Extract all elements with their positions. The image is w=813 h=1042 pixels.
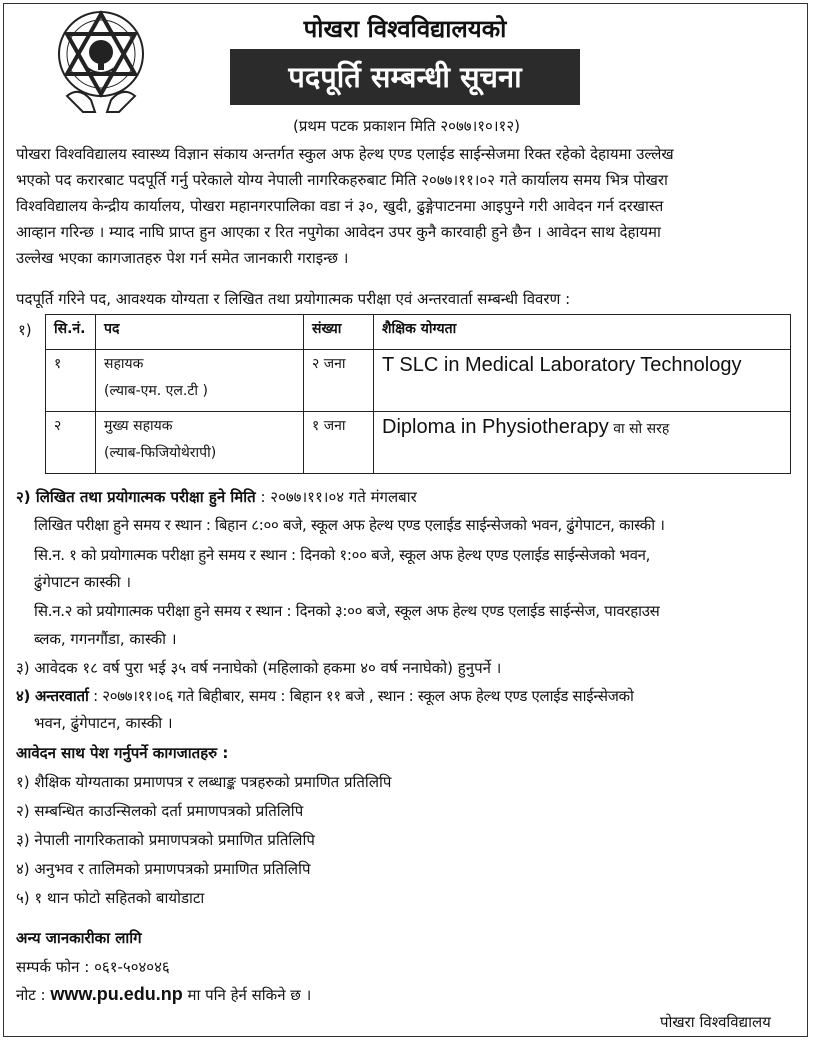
- table-row: [46, 412, 791, 474]
- document-item: ४) अनुभव र तालिमको प्रमाणपत्रको प्रमाणित प्रतिलिपि: [16, 860, 311, 878]
- cell-count: १ जना: [304, 412, 374, 474]
- cell-count: २ जना: [304, 350, 374, 412]
- website-link[interactable]: www.pu.edu.np: [50, 984, 183, 1004]
- post-sub: (ल्याब-फिजियोथेरापी): [104, 445, 217, 461]
- interview-line2: भवन, ढुंगेपाटन, कास्की ।: [34, 714, 173, 732]
- paragraph-line: विश्वविद्यालय केन्द्रीय कार्यालय, पोखरा महानगरपालिका वडा नं ३०, खुदी, ढुङ्गेपाटनमा आइपुग्ने गरी आवेदन गर्न दरखास्त: [16, 197, 664, 215]
- cell-post: [96, 412, 304, 474]
- documents-heading: आवेदन साथ पेश गर्नुपर्ने कागजातहरु :: [16, 744, 229, 762]
- note-suffix: मा पनि हेर्न सकिने छ ।: [182, 986, 312, 1004]
- practical-exam-1-line2: ढुंगेपाटन कास्की ।: [34, 573, 132, 591]
- exam-heading: [16, 487, 417, 507]
- interview-line1: [16, 686, 634, 706]
- table-header-row: [46, 315, 791, 350]
- written-exam-info: लिखित परीक्षा हुने समय र स्थान : बिहान ८:०० बजे, स्कूल अफ हेल्थ एण्ड एलाईड साईन्सेजको भवन, ढुंगेपाटन, कास्की ।: [34, 516, 665, 534]
- table-row: [46, 350, 791, 412]
- exam-heading-label: २) लिखित तथा प्रयोगात्मक परीक्षा हुने मिति: [16, 488, 256, 506]
- practical-exam-2-line1: सि.न.२ को प्रयोगात्मक परीक्षा हुने समय र स्थान : दिनको ३:०० बजे, स्कूल अफ हेल्थ एण्ड एलाईड साईन्सेज, पावरहाउस: [34, 602, 660, 620]
- post-name: मुख्य सहायक: [104, 418, 173, 434]
- cell-qualification: [374, 350, 791, 412]
- paragraph-line: भएको पद करारबाट पदपूर्ति गर्नु परेकाले योग्य नेपाली नागरिकहरुबाट मिति २०७७।११।०२ गते कार्यालय समय भित्र पोखरा: [16, 171, 668, 189]
- university-emblem-icon: [55, 8, 147, 116]
- document-item: १) शैक्षिक योग्यताका प्रमाणपत्र र लब्धाङ्क पत्रहरुको प्रमाणित प्रतिलिपि: [16, 773, 392, 791]
- post-sub: (ल्याब-एम. एल.टी ): [104, 383, 208, 399]
- cell-sn: १: [46, 350, 96, 412]
- paragraph-line: आव्हान गरिन्छ । म्याद नाघि प्राप्त हुन आएका र रित नपुगेका आवेदन उपर कुनै कारवाही हुने छैन । आवेदन साथ देहायमा: [16, 223, 661, 241]
- post-name: सहायक: [104, 356, 144, 372]
- document-item: ५) १ थान फोटो सहितको बायोडाटा: [16, 889, 205, 907]
- cell-post: [96, 350, 304, 412]
- exam-heading-date: : २०७७।११।०४ गते मंगलबार: [255, 488, 417, 506]
- footer-signature: पोखरा विश्वविद्यालय: [660, 1013, 771, 1031]
- intro-line: पदपूर्ति गरिने पद, आवश्यक योग्यता र लिखित तथा प्रयोगात्मक परीक्षा एवं अन्तरवार्ता सम्बन्धी विवरण :: [16, 290, 571, 308]
- cell-qualification: [374, 412, 791, 474]
- contact-phone: सम्पर्क फोन : ०६१-५०४०४६: [16, 958, 170, 976]
- qualification-text: T SLC in Medical Laboratory Technology: [382, 354, 742, 376]
- contact-note: [16, 984, 311, 1005]
- qualification-suffix: वा सो सरह: [608, 421, 670, 437]
- practical-exam-1-line1: सि.न. १ को प्रयोगात्मक परीक्षा हुने समय र स्थान : दिनको १:०० बजे, स्कूल अफ हेल्थ एण्ड एलाईड साईन्सेजको भवन,: [34, 546, 651, 564]
- note-prefix: नोट :: [16, 986, 51, 1004]
- university-name: पोखरा विश्वविद्यालयको: [303, 14, 507, 43]
- header-post: पद: [96, 315, 304, 350]
- header-sn: सि.नं.: [46, 315, 96, 350]
- posts-table: [45, 314, 791, 474]
- table-item-number: १): [18, 321, 32, 339]
- qualification-text: Diploma in Physiotherapy: [382, 416, 609, 438]
- contact-heading: अन्य जानकारीका लागि: [16, 929, 142, 947]
- practical-exam-2-line2: ब्लक, गगनगौंडा, कास्की ।: [34, 630, 177, 648]
- interview-details: : २०७७।११।०६ गते बिहीबार, समय : बिहान ११ बजे , स्थान : स्कूल अफ हेल्थ एण्ड एलाईड साईन्सेजको: [88, 687, 634, 705]
- paragraph-line: उल्लेख भएका कागजातहरु पेश गर्न समेत जानकारी गराइन्छ ।: [16, 249, 349, 267]
- paragraph-line: पोखरा विश्वविद्यालय स्वास्थ्य विज्ञान संकाय अन्तर्गत स्कुल अफ हेल्थ एण्ड एलाईड साईन्सेजमा रिक्त रहेको देहायमा उल्लेख: [16, 145, 674, 163]
- notice-title-banner: पदपूर्ति सम्बन्धी सूचना: [230, 49, 580, 105]
- cell-sn: २: [46, 412, 96, 474]
- interview-label: ४) अन्तरवार्ता: [16, 687, 89, 705]
- age-requirement: ३) आवेदक १८ वर्ष पुरा भई ३५ वर्ष ननाघेको (महिलाको हकमा ४० वर्ष ननाघेको) हुनुपर्ने ।: [16, 659, 502, 677]
- document-item: ३) नेपाली नागरिकताको प्रमाणपत्रको प्रमाणित प्रतिलिपि: [16, 831, 315, 849]
- header-count: संख्या: [304, 315, 374, 350]
- publish-date: (प्रथम पटक प्रकाशन मिति २०७७।१०।१२): [293, 117, 520, 135]
- document-item: २) सम्बन्धित काउन्सिलको दर्ता प्रमाणपत्रको प्रतिलिपि: [16, 802, 304, 820]
- header-qualification: शैक्षिक योग्यता: [374, 315, 791, 350]
- notice-paragraph: [16, 141, 801, 271]
